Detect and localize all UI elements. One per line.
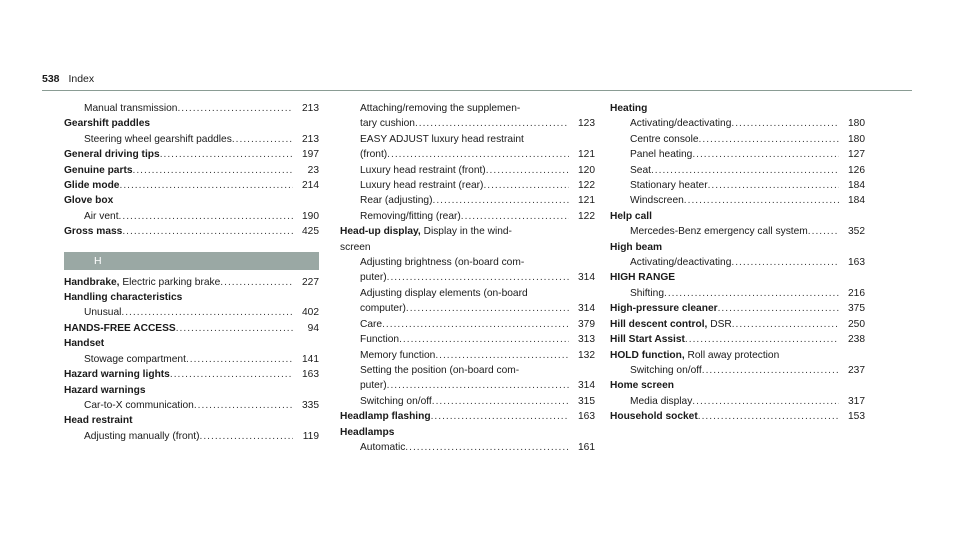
leader-dots (177, 101, 293, 116)
page-reference[interactable]: 250 (848, 318, 865, 330)
leader-dots (387, 147, 569, 162)
leader-dots (692, 147, 839, 162)
index-subentry[interactable] (64, 352, 319, 367)
entry-label-group (630, 255, 731, 270)
entry-label: Headlamps (340, 426, 395, 438)
index-subentry[interactable] (340, 193, 595, 208)
index-entry-text (340, 255, 595, 270)
leader-dots (170, 367, 293, 382)
page-reference[interactable]: 119 (302, 430, 319, 442)
entry-label: HANDS-FREE ACCESS (64, 322, 176, 334)
index-subentry[interactable] (610, 255, 865, 270)
entry-label: Glide mode (64, 180, 120, 192)
page-reference[interactable]: 161 (578, 441, 595, 453)
index-subentry[interactable] (610, 394, 865, 409)
entry-label-group (360, 394, 432, 409)
entry-suffix: Electric parking brake (119, 276, 221, 288)
leader-dots (176, 321, 293, 336)
entry-label-group (610, 209, 652, 224)
entry-suffix: Roll away protection (684, 349, 780, 361)
page-number: 538 (42, 73, 60, 85)
index-entry[interactable] (610, 317, 865, 332)
page-reference[interactable]: 216 (848, 287, 865, 299)
entry-suffix: DSR (707, 318, 732, 330)
entry-label-group (64, 290, 182, 305)
entry-label: Head restraint (64, 415, 133, 427)
index-entry[interactable] (610, 209, 865, 224)
entry-label: Windscreen (630, 195, 684, 207)
page-reference[interactable]: 163 (578, 411, 595, 423)
entry-label: screen (340, 241, 371, 253)
page-reference[interactable]: 190 (302, 210, 319, 222)
entry-label-group (64, 413, 133, 428)
leader-dots (232, 132, 293, 147)
page-reference[interactable]: 94 (307, 322, 319, 334)
page-reference[interactable]: 315 (578, 395, 595, 407)
leader-dots (382, 317, 569, 332)
index-subentry[interactable] (340, 209, 595, 224)
leader-dots (708, 178, 839, 193)
leader-dots (121, 305, 293, 320)
leader-dots (651, 163, 839, 178)
leader-dots (406, 301, 569, 316)
entry-label: Handbrake, (64, 276, 120, 288)
leader-dots (122, 224, 293, 239)
entry-label-group (64, 178, 119, 193)
page-reference[interactable]: 425 (302, 226, 319, 238)
leader-dots (664, 286, 839, 301)
page-reference[interactable]: 314 (578, 380, 595, 392)
index-subentry[interactable] (340, 348, 595, 363)
entry-label: Memory function (360, 349, 436, 361)
entry-label-group (360, 209, 461, 224)
index-subentry[interactable] (64, 101, 319, 116)
entry-label: High beam (610, 241, 663, 253)
page-reference[interactable]: 163 (848, 257, 865, 269)
leader-dots (387, 270, 569, 285)
entry-label: Home screen (610, 380, 674, 392)
index-subentry[interactable] (340, 332, 595, 347)
page-reference[interactable]: 184 (848, 195, 865, 207)
index-entry[interactable] (610, 101, 865, 116)
index-entry[interactable] (610, 332, 865, 347)
index-entry[interactable] (610, 378, 865, 393)
page-reference[interactable]: 213 (302, 133, 319, 145)
entry-suffix: Display in the wind- (420, 226, 512, 238)
entry-label-group (630, 363, 702, 378)
entry-label: Genuine parts (64, 164, 133, 176)
index-subentry[interactable] (340, 440, 595, 455)
entry-label-group (360, 348, 435, 363)
index-column-1 (64, 101, 319, 444)
page-reference[interactable]: 213 (302, 103, 319, 114)
entry-label-group (64, 321, 176, 336)
leader-dots (160, 147, 293, 162)
leader-dots (702, 363, 839, 378)
index-entry-text (340, 363, 595, 378)
index-subentry[interactable] (340, 147, 595, 162)
entry-label-group (360, 270, 387, 285)
entry-label: Media display (630, 395, 693, 407)
index-subentry[interactable] (340, 378, 595, 393)
page-reference[interactable]: 197 (302, 149, 319, 161)
entry-label-group (610, 332, 685, 347)
entry-label: Heating (610, 103, 648, 114)
entry-label: Removing/fitting (rear) (360, 210, 461, 222)
entry-label-group (64, 163, 133, 178)
entry-label: Adjusting display elements (on-board (360, 287, 528, 299)
leader-dots (432, 193, 569, 208)
index-subentry[interactable] (340, 301, 595, 316)
entry-label: Care (360, 318, 383, 330)
page-reference[interactable]: 402 (302, 307, 319, 319)
entry-label-group (84, 429, 200, 444)
entry-label: Steering wheel gearshift paddles (84, 133, 232, 145)
leader-dots (718, 301, 839, 316)
entry-label-group (610, 409, 698, 424)
page-reference[interactable]: 127 (848, 149, 865, 161)
entry-label-group (360, 332, 399, 347)
leader-dots (119, 209, 293, 224)
index-entry-text (340, 132, 595, 147)
index-entry[interactable] (610, 409, 865, 424)
entry-label: Centre console (630, 133, 699, 145)
index-subentry[interactable] (340, 317, 595, 332)
page-reference[interactable]: 180 (848, 133, 865, 145)
index-subentry[interactable] (610, 193, 865, 208)
entry-label: Hill descent control, (610, 318, 708, 330)
entry-label-group (340, 409, 431, 424)
index-subentry[interactable] (610, 147, 865, 162)
entry-label: High-pressure cleaner (610, 303, 718, 315)
leader-dots (699, 132, 839, 147)
entry-label: Panel heating (630, 149, 693, 161)
leader-dots (133, 163, 294, 178)
leader-dots (119, 178, 293, 193)
entry-label-group (360, 147, 387, 162)
entry-label: Stationary heater (630, 180, 708, 192)
page-reference[interactable]: 132 (578, 349, 595, 361)
page-reference[interactable]: 214 (302, 180, 319, 192)
entry-label-group (64, 383, 146, 398)
index-subentry[interactable] (64, 132, 319, 147)
entry-label: Handset (64, 338, 105, 350)
header-divider (42, 90, 912, 91)
index-subentry[interactable] (64, 398, 319, 413)
entry-label-group (610, 317, 732, 332)
entry-label: Luxury head restraint (front) (360, 164, 486, 176)
entry-label-group (360, 301, 406, 316)
index-subentry[interactable] (610, 286, 865, 301)
index-entry-text (340, 240, 595, 255)
page-reference[interactable]: 227 (302, 276, 319, 288)
leader-dots (220, 275, 293, 290)
page-reference[interactable]: 120 (578, 164, 595, 176)
entry-label-group (630, 394, 692, 409)
page-reference[interactable]: 23 (307, 164, 319, 176)
entry-label-group (84, 398, 194, 413)
index-entry[interactable] (64, 413, 319, 428)
entry-label-group (360, 116, 415, 131)
leader-dots (684, 193, 839, 208)
index-subentry[interactable] (340, 163, 595, 178)
leader-dots (731, 255, 839, 270)
entry-label-group (630, 286, 664, 301)
leader-dots (731, 116, 839, 131)
entry-label-group (84, 209, 119, 224)
leader-dots (685, 332, 839, 347)
entry-label: Car-to-X communication (84, 399, 194, 411)
index-entry[interactable] (610, 301, 865, 316)
index-subentry[interactable] (610, 116, 865, 131)
entry-label: Manual transmission (84, 103, 178, 114)
entry-label: Head-up display, (340, 226, 421, 238)
entry-label: puter) (360, 272, 387, 284)
entry-label-group (360, 317, 382, 332)
entry-label: Glove box (64, 195, 114, 207)
entry-label: Switching on/off (360, 395, 432, 407)
page-reference[interactable]: 238 (848, 334, 865, 346)
entry-label: Mercedes-Benz emergency call system (630, 226, 808, 238)
entry-label-group (610, 101, 647, 116)
index-entry[interactable] (64, 147, 319, 162)
index-entry[interactable] (64, 321, 319, 336)
page-reference[interactable]: 375 (848, 303, 865, 315)
entry-label-group (84, 305, 121, 320)
leader-dots (415, 116, 569, 131)
index-entry[interactable] (64, 163, 319, 178)
entry-label-group (64, 275, 220, 290)
entry-label: Adjusting brightness (on-board com- (360, 257, 525, 269)
page-reference[interactable]: 184 (848, 180, 865, 192)
entry-label: Handling characteristics (64, 292, 183, 304)
page-reference[interactable]: 317 (848, 395, 865, 407)
index-entry[interactable] (64, 193, 319, 208)
index-entry[interactable] (64, 224, 319, 239)
entry-label-group (630, 178, 708, 193)
page-reference[interactable]: 153 (848, 411, 865, 423)
leader-dots (186, 352, 293, 367)
entry-label-group (360, 163, 486, 178)
page-reference[interactable]: 314 (578, 303, 595, 315)
entry-label: (front) (360, 149, 388, 161)
entry-label: Rear (adjusting) (360, 195, 433, 207)
entry-label: Activating/deactivating (630, 118, 732, 130)
entry-label-group (630, 147, 692, 162)
page-reference[interactable]: 126 (848, 164, 865, 176)
page-reference[interactable]: 123 (578, 118, 595, 130)
entry-label: Setting the position (on-board com- (360, 364, 520, 376)
index-entry[interactable] (64, 178, 319, 193)
entry-label: HOLD function, (610, 349, 685, 361)
page-reference[interactable]: 163 (302, 369, 319, 381)
entry-label: EASY ADJUST luxury head restraint (360, 133, 524, 145)
index-entry[interactable] (610, 240, 865, 255)
entry-label: Seat (630, 164, 651, 176)
entry-label-group (610, 378, 674, 393)
page-reference[interactable]: 379 (578, 318, 595, 330)
page-title: Index (68, 73, 95, 85)
entry-label: Gearshift paddles (64, 118, 151, 130)
entry-label-group (610, 270, 675, 285)
index-entry[interactable] (64, 367, 319, 382)
entry-label-group (340, 425, 394, 440)
entry-label: Hazard warnings (64, 384, 146, 396)
index-subentry[interactable] (340, 394, 595, 409)
index-subentry[interactable] (610, 224, 865, 239)
entry-label: Function (360, 334, 400, 346)
entry-label-group (630, 224, 808, 239)
entry-label-group (84, 132, 232, 147)
index-subentry[interactable] (610, 132, 865, 147)
entry-label: Household socket (610, 411, 698, 423)
index-subentry[interactable] (64, 209, 319, 224)
entry-label: Stowage compartment (84, 353, 186, 365)
entry-label: puter) (360, 380, 387, 392)
index-subentry[interactable] (64, 429, 319, 444)
index-entry-text (340, 101, 595, 116)
index-subentry[interactable] (340, 270, 595, 285)
index-subentry[interactable] (610, 178, 865, 193)
entry-label-group (64, 224, 122, 239)
page-reference[interactable]: 335 (302, 399, 319, 411)
index-subentry[interactable] (340, 178, 595, 193)
index-entry[interactable] (64, 336, 319, 351)
page-reference[interactable]: 314 (578, 272, 595, 284)
page-reference[interactable]: 122 (578, 180, 595, 192)
entry-label: Shifting (630, 287, 664, 299)
leader-dots (432, 394, 569, 409)
entry-label-group (360, 178, 483, 193)
entry-label: Air vent (84, 210, 119, 222)
entry-label: Switching on/off (630, 364, 702, 376)
index-entry[interactable] (340, 425, 595, 440)
entry-label-group (610, 240, 662, 255)
index-entry[interactable] (64, 383, 319, 398)
leader-dots (194, 398, 293, 413)
entry-label: Headlamp flashing (340, 411, 431, 423)
leader-dots (431, 409, 569, 424)
page-reference[interactable]: 122 (578, 210, 595, 222)
page-reference[interactable]: 141 (302, 353, 319, 365)
page-header (42, 73, 94, 85)
page-reference[interactable]: 237 (848, 364, 865, 376)
entry-label-group (64, 193, 113, 208)
index-entry[interactable] (64, 116, 319, 131)
entry-label: Automatic (360, 441, 406, 453)
leader-dots (200, 429, 293, 444)
entry-label: General driving tips (64, 149, 160, 161)
entry-label-group (64, 147, 160, 162)
entry-label-group (630, 116, 731, 131)
leader-dots (405, 440, 569, 455)
index-entry[interactable] (64, 275, 319, 290)
entry-label: computer) (360, 303, 406, 315)
index-entry[interactable] (64, 290, 319, 305)
index-entry[interactable] (340, 409, 595, 424)
page-reference[interactable]: 313 (578, 334, 595, 346)
entry-label: Unusual (84, 307, 122, 319)
leader-dots (692, 394, 839, 409)
entry-label: Gross mass (64, 226, 123, 238)
entry-label: Help call (610, 210, 652, 222)
index-entry-text (340, 224, 595, 239)
entry-label-group (84, 352, 186, 367)
leader-dots (483, 178, 569, 193)
leader-dots (732, 317, 839, 332)
entry-label-group (64, 367, 170, 382)
entry-label-group (610, 348, 779, 363)
entry-label-group (84, 101, 177, 116)
entry-label: Hill Start Assist (610, 334, 685, 346)
entry-label-group (630, 193, 684, 208)
index-entry-text (340, 286, 595, 301)
entry-label-group (610, 301, 718, 316)
page-reference[interactable]: 121 (578, 149, 595, 161)
entry-label: HIGH RANGE (610, 272, 676, 284)
entry-label: Luxury head restraint (rear) (360, 180, 484, 192)
entry-label-group (64, 116, 150, 131)
leader-dots (461, 209, 569, 224)
leader-dots (435, 348, 569, 363)
entry-label: Hazard warning lights (64, 369, 170, 381)
leader-dots (399, 332, 569, 347)
leader-dots (698, 409, 839, 424)
leader-dots (486, 163, 569, 178)
entry-label: tary cushion (360, 118, 415, 130)
entry-label-group (630, 132, 699, 147)
entry-label-group (360, 378, 387, 393)
index-entry[interactable] (610, 270, 865, 285)
entry-label: Adjusting manually (front) (84, 430, 200, 442)
entry-label-group (64, 336, 104, 351)
index-subentry[interactable] (610, 363, 865, 378)
leader-dots (387, 378, 569, 393)
index-subentry[interactable] (340, 116, 595, 131)
index-subentry[interactable] (64, 305, 319, 320)
entry-label: Attaching/removing the supplemen- (360, 103, 521, 114)
entry-label-group (360, 440, 405, 455)
entry-label: Activating/deactivating (630, 257, 732, 269)
index-column-3 (610, 101, 865, 425)
leader-dots (808, 224, 839, 239)
entry-label-group (630, 163, 651, 178)
index-entry[interactable] (610, 348, 865, 363)
page-reference[interactable]: 121 (578, 195, 595, 207)
page-reference[interactable]: 180 (848, 118, 865, 130)
index-column-2 (340, 101, 595, 455)
index-subentry[interactable] (610, 163, 865, 178)
page-reference[interactable]: 352 (848, 226, 865, 238)
section-letter-heading: H (64, 252, 319, 270)
entry-label-group (360, 193, 432, 208)
